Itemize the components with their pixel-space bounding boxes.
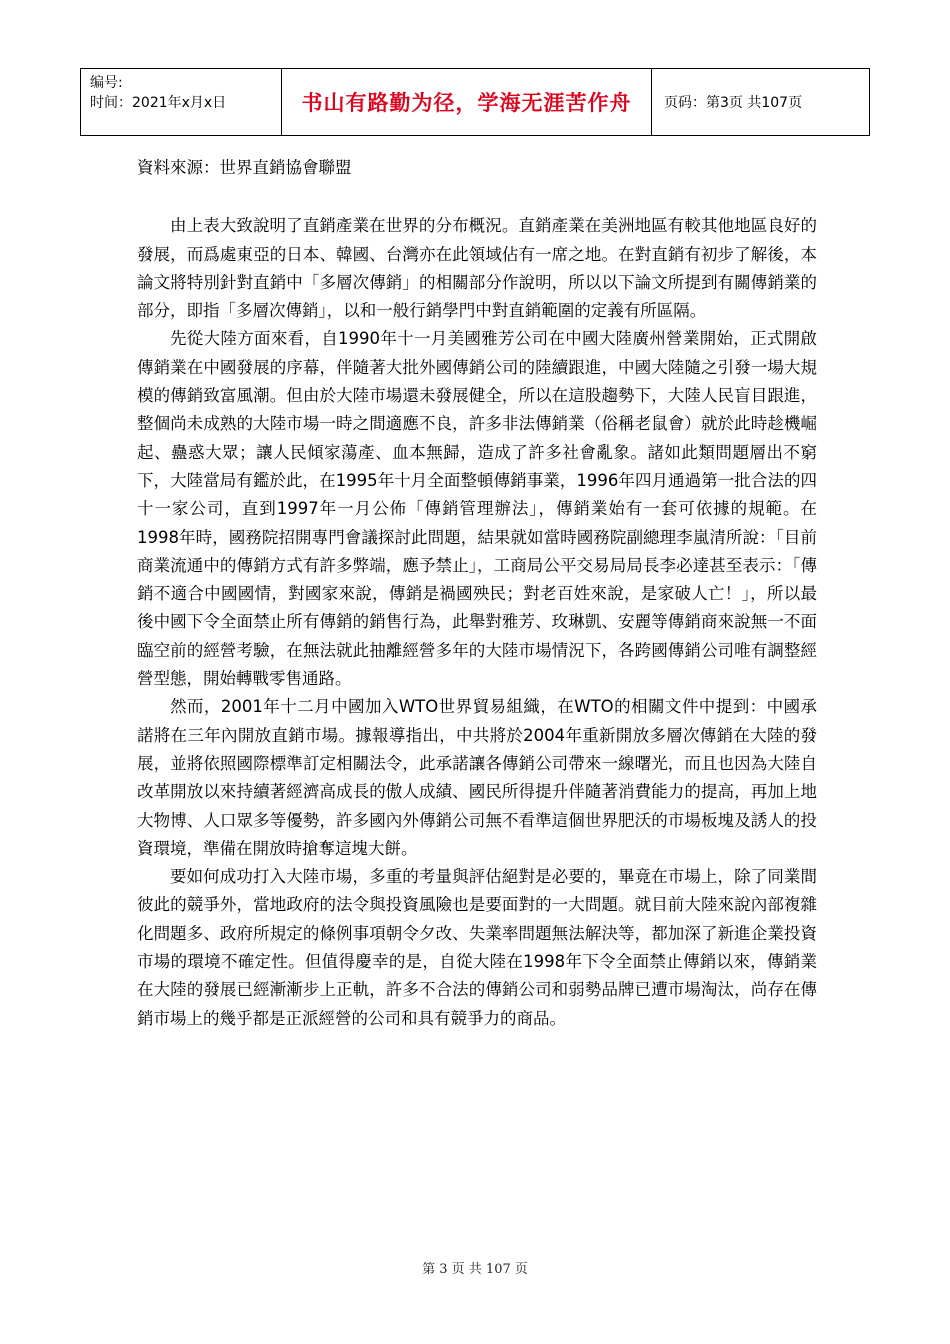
paragraph-1: 由上表大致說明了直銷產業在世界的分布概況。直銷產業在美洲地區有較其他地區良好的發展，而爲處東亞的日本、韓國、台灣亦在此領域佔有一席之地。在對直銷有初步了解後，本論文將特別針對直銷中「多層次傳銷」的相關部分作說明，所以以下論文所提到有關傳銷業的部分，即指「多層次傳銷」，以和一般行銷學門中對直銷範圍的定義有所區隔。	[137, 216, 817, 321]
header-meta-cell	[81, 69, 282, 135]
header-motto: 书山有路勤为径，学海无涯苦作舟	[282, 69, 652, 135]
document-number-label: 编号:	[90, 75, 123, 91]
paragraph-4: 要如何成功打入大陸市場，多重的考量與評估絕對是必要的，畢竟在市場上，除了同業間彼此的競爭外，當地政府的法令與投資風險也是要面對的一大問題。就目前大陸來說內部複雜化問題多、政府所規定的條例事項朝令夕改、失業率問題無法解決等，都加深了新進企業投資市場的環境不確定性。但值得慶幸的是，自從大陸在1998年下令全面禁止傳銷以來，傳銷業在大陸的發展已經漸漸步上正軌，許多不合法的傳銷公司和弱勢品牌已遭市場淘汰，尚存在傳銷市場上的幾乎都是正派經營的公司和具有競爭力的商品。	[137, 867, 817, 1028]
paragraph-3: 然而，2001年十二月中國加入WTO世界貿易組織，在WTO的相關文件中提到：中國承諾將在三年內開放直銷市場。據報導指出，中共將於2004年重新開放多層次傳銷在大陸的發展，並將依照國際標準訂定相關法令，此承諾讓各傳銷公司帶來一線曙光，而且也因為大陸自改革開放以來持續著經濟高成長的傲人成績、國民所得提升伴隨著消費能力的提高，再加上地大物博、人口眾多等優勢，許多國內外傳銷公司無不看準這個世界肥沃的市場板塊及誘人的投資環境，準備在開放時搶奪這塊大餅。	[137, 697, 817, 858]
page-footer: 第 3 页 共 107 页	[422, 1262, 528, 1277]
header-page-info: 页码：第3页 共107页	[664, 95, 803, 111]
document-time-label: 时间：2021年x月x日	[90, 95, 227, 111]
paragraph-2: 先從大陸方面來看，自1990年十一月美國雅芳公司在中國大陸廣州營業開始，正式開啟傳銷業在中國發展的序幕，伴隨著大批外國傳銷公司的陸續跟進，中國大陸隨之引發一場大規模的傳銷致富風潮。但由於大陸市場還未發展健全，所以在這股趨勢下，大陸人民盲目跟進，整個尚未成熟的大陸市場一時之間適應不良，許多非法傳銷業（俗稱老鼠會）就於此時趁機崛起、蠱惑大眾；讓人民傾家蕩產、血本無歸，造成了許多社會亂象。諸如此類問題層出不窮下，大陸當局有鑑於此，在1995年十月全面整頓傳銷事業，1996年四月通過第一批合法的四十一家公司，直到1997年一月公佈「傳銷管理辦法」，傳銷業始有一套可依據的規範。在1998年時，國務院招開專門會議探討此問題，結果就如當時國務院副總理李嵐清所說：「目前商業流通中的傳銷方式有許多弊端，應予禁止」，工商局公平交易局局長李必達甚至表示：「傳銷不適合中國國情，對國家來說，傳銷是禍國殃民；對老百姓來說，是家破人亡！」，所以最後中國下令全面禁止所有傳銷的銷售行為，此舉對雅芳、玫琳凱、安麗等傳銷商來說無一不面臨空前的經營考驗，在無法就此抽離經營多年的大陸市場情況下，各跨國傳銷公司唯有調整經營型態，開始轉戰零售通路。	[137, 329, 817, 689]
document-body	[137, 154, 817, 1033]
header-table	[80, 68, 870, 136]
source-line: 資料來源：世界直銷協會聯盟	[137, 158, 352, 177]
